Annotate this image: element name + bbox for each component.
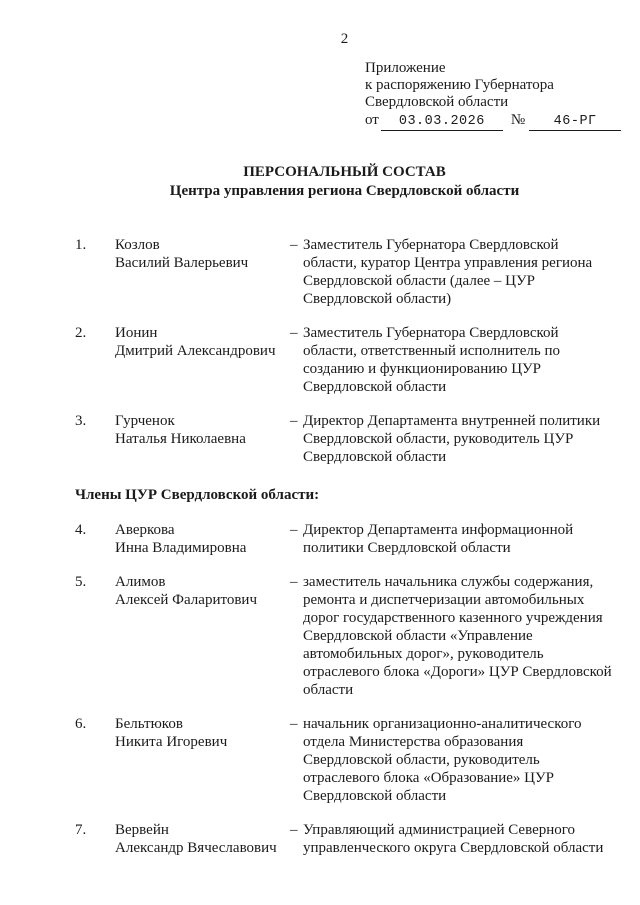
member-surname: Ионин [115,325,158,341]
member-row [75,236,614,308]
member-name [115,412,290,466]
member-surname: Гурченок [115,413,175,429]
role-dash: – [290,413,298,429]
member-given-name: Алексей Фаларитович [115,592,257,608]
member-role [290,521,614,557]
role-dash: – [290,237,298,253]
member-given-name: Никита Игоревич [115,734,228,750]
member-name [115,521,290,557]
title-line-2: Центра управления региона Свердловской области [169,183,520,199]
member-row [75,412,614,466]
member-surname: Вервейн [115,822,169,838]
member-role [290,412,614,466]
member-number: 2. [75,325,87,341]
member-role [290,236,614,308]
member-name [115,573,290,699]
member-name [115,324,290,396]
role-text: начальник организационно-аналитического отдела Министерства образования Свердловской области, руководитель отраслевого блока «Образование» ЦУР Свердловской области [303,716,582,804]
members-list [75,521,614,857]
role-dash: – [290,325,298,341]
leadership-list [75,236,614,466]
role-text: Заместитель Губернатора Свердловской области, куратор Центра управления региона Свердловской области (далее – ЦУР Свердловской области) [303,237,593,307]
member-number: 5. [75,574,87,590]
appendix-line: Приложение [365,60,446,76]
role-dash: – [290,716,298,732]
title-line-1: ПЕРСОНАЛЬНЫЙ СОСТАВ [243,164,446,180]
page-number: 2 [340,31,349,47]
member-number: 4. [75,522,87,538]
member-row [75,821,614,857]
date-blank [381,112,503,131]
member-row [75,573,614,699]
section-heading: Члены ЦУР Свердловской области: [75,487,320,503]
member-given-name: Инна Владимировна [115,540,247,556]
member-row [75,715,614,805]
member-role [290,715,614,805]
appendix-line: к распоряжению Губернатора [365,77,554,93]
document-title [75,163,614,201]
role-dash: – [290,522,298,538]
member-name [115,715,290,805]
member-surname: Аверкова [115,522,175,538]
member-role [290,821,614,857]
member-surname: Алимов [115,574,166,590]
member-given-name: Александр Вячеславович [115,840,277,856]
role-text: заместитель начальника службы содержания, ремонта и диспетчеризации автомобильных дорог государственного казенного учреждения Свердловской области «Управление автомобильных дорог», руководитель отраслевого блока «Дороги» ЦУР Свердловской области [303,574,612,698]
member-number: 3. [75,413,87,429]
member-given-name: Василий Валерьевич [115,255,249,271]
member-given-name: Дмитрий Александрович [115,343,276,359]
member-surname: Козлов [115,237,160,253]
member-given-name: Наталья Николаевна [115,431,246,447]
role-dash: – [290,574,298,590]
member-role [290,324,614,396]
date-value: 03.03.2026 [398,114,485,129]
role-dash: – [290,822,298,838]
number-value: 46-РГ [553,114,597,129]
appendix-block [365,60,614,131]
role-text: Заместитель Губернатора Свердловской области, ответственный исполнитель по созданию и функционированию ЦУР Свердловской области [303,325,561,395]
member-row [75,324,614,396]
number-blank [529,112,621,131]
number-sign: № [510,112,526,128]
member-surname: Бельтюков [115,716,183,732]
member-name [115,821,290,857]
role-text: Директор Департамента информационной политики Свердловской области [303,522,574,556]
member-row [75,521,614,557]
appendix-line: Свердловской области [365,94,509,110]
member-number: 1. [75,237,87,253]
role-text: Управляющий администрацией Северного управленческого округа Свердловской области [303,822,604,856]
appendix-date-line [365,112,614,131]
from-label: от [365,112,379,128]
role-text: Директор Департамента внутренней политики Свердловской области, руководитель ЦУР Свердловской области [303,413,601,465]
member-number: 6. [75,716,87,732]
member-name [115,236,290,308]
member-role [290,573,614,699]
member-number: 7. [75,822,87,838]
